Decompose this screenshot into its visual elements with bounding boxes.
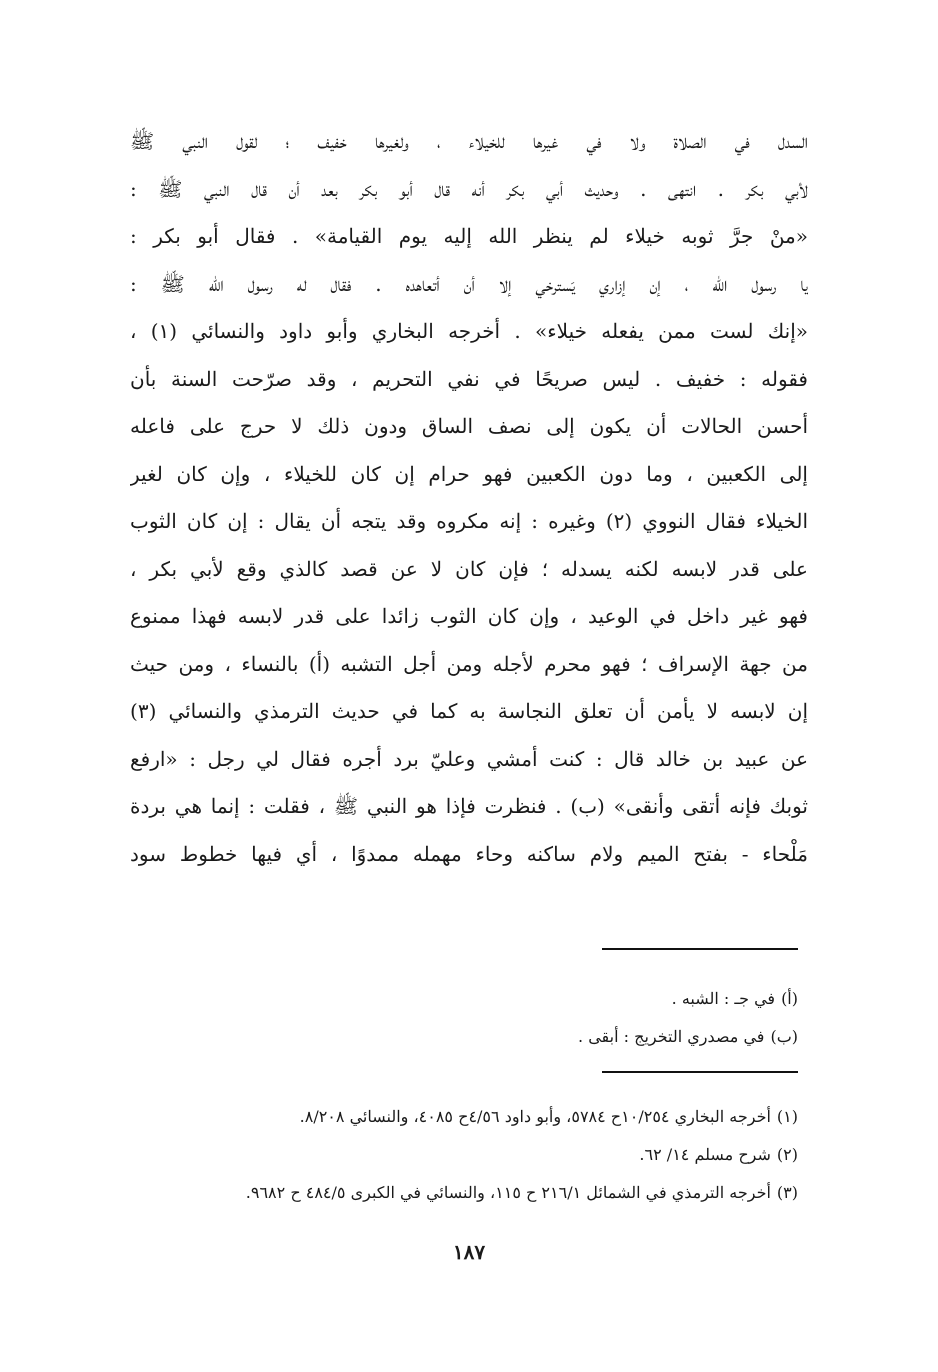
footnote-mark: (أ) <box>781 989 798 1008</box>
footnote-mark: (١) <box>776 1107 798 1126</box>
text-line-14: عن عبيد بن خالد قال : كنت أمشي وعليّ برد أجره فقال لي رجل : «ارفع <box>130 746 808 771</box>
text-line-5: «إنك لست ممن يفعله خيلاء» . أخرجه البخاري وأبو داود والنسائي (١) ، <box>130 319 808 343</box>
variant-note-a <box>118 980 798 1018</box>
variant-note-b <box>118 1018 798 1056</box>
text-line-4: يا رسول الله ، إن إزاري يَسترخي إلا أن أتعاهده . فقال له رسول الله ﷺ : <box>130 271 808 296</box>
text-line-12: من جهة الإسراف ؛ فهو محرم لأجله ومن أجل التشبه (أ) بالنساء ، ومن حيث <box>130 651 808 676</box>
text-line-3: «منْ جرَّ ثوبه خيلاء لم ينظر الله إليه يوم القيامة» . فقال أبو بكر : <box>130 224 808 248</box>
footnote-divider-variants <box>602 948 798 950</box>
text-line-8: إلى الكعبين ، وما دون الكعبين فهو حرام إن كان للخيلاء ، وإن كان لغير <box>130 461 808 486</box>
reference-footnotes <box>118 1098 798 1212</box>
reference-note-1 <box>118 1098 798 1136</box>
text-line-1: السدل في الصلاة ولا في غيرها للخيلاء ، ولغيرها خفيف ؛ لقول النبي ﷺ <box>130 129 808 153</box>
footnote-text: أخرجه الترمذي في الشمائل ٢١٦/١ ح ١١٥، والنسائي في الكبرى ٤٨٤/٥ ح ٩٦٨٢. <box>245 1183 771 1202</box>
text-line-10: على قدر لابسه لكنه يسدله ؛ فإن كان لا عن قصد كالذي وقع لأبي بكر ، <box>130 556 808 581</box>
text-line-2: لأبي بكر . انتهى . وحديث أبي بكر أنه قال أبو بكر بعد أن قال النبي ﷺ : <box>130 176 808 201</box>
page-number: ١٨٧ <box>452 1240 486 1264</box>
text-line-11: فهو غير داخل في الوعيد ، وإن كان الثوب زائدا على قدر لابسه فهذا ممنوع <box>130 604 808 628</box>
variant-footnotes <box>118 980 798 1056</box>
text-line-7: أحسن الحالات أن يكون إلى نصف الساق ودون ذلك لا حرج على فاعله <box>130 414 808 438</box>
footnote-mark: (٣) <box>776 1183 798 1202</box>
text-line-16: مَلْحاء - بفتح الميم ولام ساكنه وحاء مهمله ممدوًا ، أي فيها خطوط سود <box>130 841 808 866</box>
footnote-text: في مصدري التخريج : أبقى . <box>578 1027 765 1046</box>
text-line-13: إن لابسه لا يأمن أن تعلق النجاسة به كما في حديث الترمذي والنسائي (٣) <box>130 699 808 723</box>
footnote-divider-references <box>602 1071 798 1073</box>
footnote-text: شرح مسلم ١٤/ ٦٢. <box>639 1145 771 1164</box>
footnote-text: أخرجه البخاري ١٠/٢٥٤ح ٥٧٨٤، وأبو داود ٤/٥٦ح ٤٠٨٥، والنسائي ٨/٢٠٨. <box>299 1107 771 1126</box>
main-text-block <box>130 118 808 878</box>
reference-note-3 <box>118 1174 798 1212</box>
footnote-text: في جـ : الشبه . <box>671 989 776 1008</box>
reference-note-2 <box>118 1136 798 1174</box>
text-line-9: الخيلاء فقال النووي (٢) وغيره : إنه مكروه وقد يتجه أن يقال : إن كان الثوب <box>130 509 808 533</box>
footnote-mark: (٢) <box>776 1145 798 1164</box>
text-line-15: ثوبك فإنه أتقى وأنقى» (ب) . فنظرت فإذا هو النبي ﷺ ، فقلت : إنما هي بردة <box>130 794 808 818</box>
text-line-6: فقوله : خفيف . ليس صريحًا في نفي التحريم ، وقد صرّحت السنة بأن <box>130 366 808 391</box>
footnote-mark: (ب) <box>770 1027 798 1046</box>
